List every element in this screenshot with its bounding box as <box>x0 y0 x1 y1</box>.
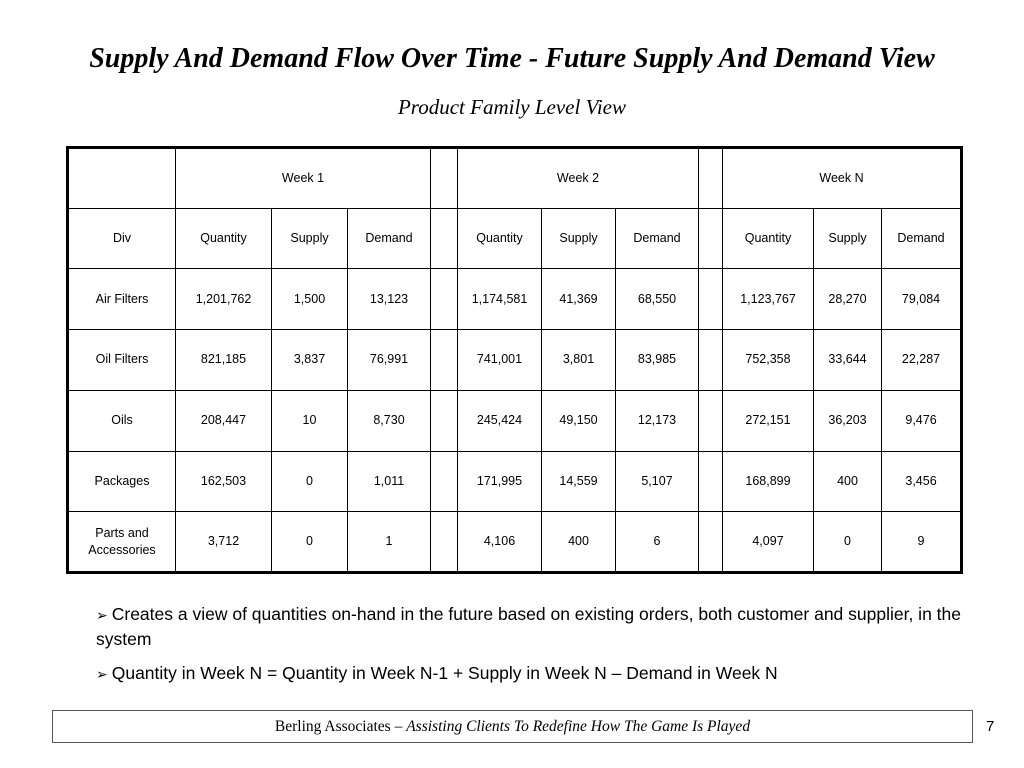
demand-cell: 6 <box>616 512 699 573</box>
table-row <box>68 390 962 451</box>
demand-cell: 3,456 <box>882 451 962 512</box>
demand-cell: 68,550 <box>616 269 699 330</box>
column-header-row <box>68 208 962 269</box>
quantity-cell: 208,447 <box>176 390 272 451</box>
demand-cell: 8,730 <box>348 390 431 451</box>
quantity-cell: 168,899 <box>723 451 814 512</box>
page-number: 7 <box>986 718 995 735</box>
slide-subtitle: Product Family Level View <box>397 95 627 119</box>
supply-cell: 0 <box>272 512 348 573</box>
quantity-cell: 272,151 <box>723 390 814 451</box>
supply-cell: 400 <box>814 451 882 512</box>
supply-cell: 3,801 <box>542 330 616 391</box>
quantity-column-header: Quantity <box>176 208 272 269</box>
div-cell: Oils <box>68 390 176 451</box>
spacer-cell <box>431 269 458 330</box>
supply-column-header: Supply <box>542 208 616 269</box>
quantity-cell: 162,503 <box>176 451 272 512</box>
div-cell <box>68 512 176 573</box>
demand-cell: 79,084 <box>882 269 962 330</box>
quantity-cell: 752,358 <box>723 330 814 391</box>
week-n-header: Week N <box>723 148 962 209</box>
footer-company: Berling Associates – <box>274 718 407 735</box>
spacer-cell <box>699 269 723 330</box>
spacer-cell <box>431 208 458 269</box>
demand-cell: 13,123 <box>348 269 431 330</box>
supply-cell: 0 <box>272 451 348 512</box>
supply-demand-table <box>66 146 963 574</box>
demand-cell: 22,287 <box>882 330 962 391</box>
supply-cell: 400 <box>542 512 616 573</box>
supply-cell: 14,559 <box>542 451 616 512</box>
bullet-text: Creates a view of quantities on-hand in the future based on existing orders, both customer and supplier, in the system <box>96 604 961 649</box>
empty-corner-cell <box>68 148 176 209</box>
footer-banner <box>52 710 973 743</box>
footer-tagline: Assisting Clients To Redefine How The Game Is Played <box>406 718 751 735</box>
div-cell: Oil Filters <box>68 330 176 391</box>
demand-cell: 9 <box>882 512 962 573</box>
demand-cell: 9,476 <box>882 390 962 451</box>
quantity-cell: 821,185 <box>176 330 272 391</box>
spacer-cell <box>431 148 458 209</box>
demand-column-header: Demand <box>882 208 962 269</box>
slide-title: Supply And Demand Flow Over Time - Future Supply And Demand View <box>89 43 935 74</box>
table-row <box>68 512 962 573</box>
spacer-cell <box>431 390 458 451</box>
quantity-cell: 4,097 <box>723 512 814 573</box>
bullet-item <box>96 603 976 651</box>
table-row <box>68 451 962 512</box>
spacer-cell <box>699 208 723 269</box>
quantity-cell: 1,201,762 <box>176 269 272 330</box>
spacer-cell <box>699 512 723 573</box>
demand-cell: 1,011 <box>348 451 431 512</box>
div-cell: Air Filters <box>68 269 176 330</box>
arrow-bullet-icon: ➢ <box>96 667 108 683</box>
div-column-header: Div <box>68 208 176 269</box>
spacer-cell <box>699 330 723 391</box>
supply-cell: 28,270 <box>814 269 882 330</box>
quantity-cell: 171,995 <box>458 451 542 512</box>
div-label-line-2: Accessories <box>88 542 156 557</box>
spacer-cell <box>431 330 458 391</box>
bullet-item <box>96 662 976 687</box>
quantity-cell: 4,106 <box>458 512 542 573</box>
supply-column-header: Supply <box>272 208 348 269</box>
bullet-text: Quantity in Week N = Quantity in Week N-1 + Supply in Week N – Demand in Week N <box>111 663 778 683</box>
demand-cell: 5,107 <box>616 451 699 512</box>
quantity-column-header: Quantity <box>723 208 814 269</box>
supply-column-header: Supply <box>814 208 882 269</box>
demand-cell: 76,991 <box>348 330 431 391</box>
supply-cell: 10 <box>272 390 348 451</box>
supply-cell: 36,203 <box>814 390 882 451</box>
table-row <box>68 269 962 330</box>
supply-cell: 33,644 <box>814 330 882 391</box>
div-label-line-1: Parts and <box>95 525 149 540</box>
supply-cell: 1,500 <box>272 269 348 330</box>
demand-cell: 12,173 <box>616 390 699 451</box>
quantity-cell: 3,712 <box>176 512 272 573</box>
arrow-bullet-icon: ➢ <box>96 608 108 624</box>
week-1-header: Week 1 <box>176 148 431 209</box>
supply-cell: 41,369 <box>542 269 616 330</box>
quantity-column-header: Quantity <box>458 208 542 269</box>
spacer-cell <box>431 451 458 512</box>
div-cell: Packages <box>68 451 176 512</box>
spacer-cell <box>699 451 723 512</box>
quantity-cell: 1,123,767 <box>723 269 814 330</box>
quantity-cell: 741,001 <box>458 330 542 391</box>
quantity-cell: 245,424 <box>458 390 542 451</box>
demand-cell: 1 <box>348 512 431 573</box>
spacer-cell <box>699 148 723 209</box>
quantity-cell: 1,174,581 <box>458 269 542 330</box>
supply-cell: 3,837 <box>272 330 348 391</box>
table-row <box>68 330 962 391</box>
demand-column-header: Demand <box>348 208 431 269</box>
week-header-row <box>68 148 962 209</box>
supply-cell: 49,150 <box>542 390 616 451</box>
bullet-list <box>96 603 976 698</box>
demand-cell: 83,985 <box>616 330 699 391</box>
demand-column-header: Demand <box>616 208 699 269</box>
spacer-cell <box>431 512 458 573</box>
spacer-cell <box>699 390 723 451</box>
supply-cell: 0 <box>814 512 882 573</box>
week-2-header: Week 2 <box>458 148 699 209</box>
